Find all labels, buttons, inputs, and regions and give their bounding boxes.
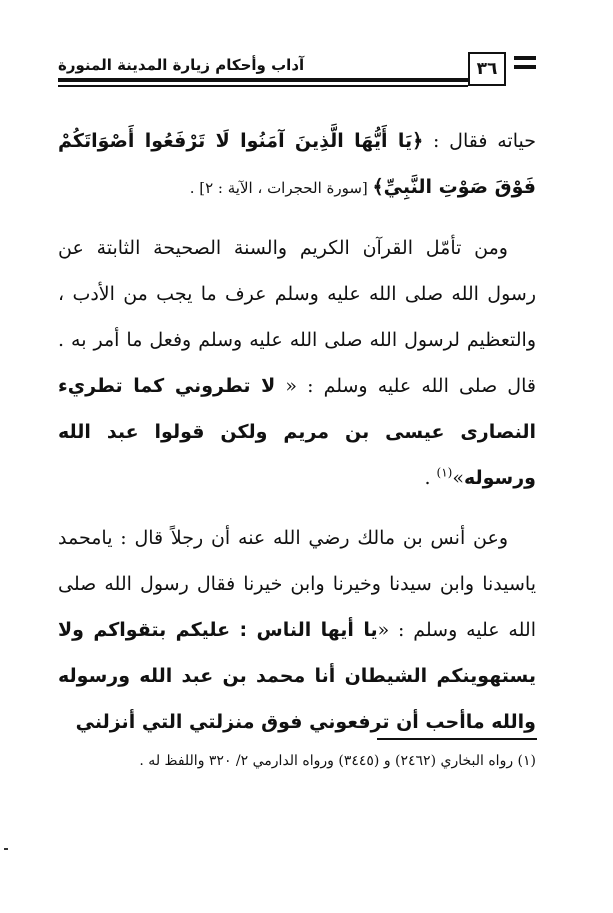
page-number: ٣٦ (468, 52, 506, 86)
header-rule-thin (58, 85, 468, 87)
hadith-1: لا تطروني كما تطريء النصارى عيسى بن مريم ولكن قولوا عبد الله ورسوله (58, 375, 536, 489)
running-title: آداب وأحكام زيارة المدينة المنورة (58, 56, 305, 74)
verse-reference: [سورة الحجرات ، الآية : ٢] . (189, 179, 373, 197)
hadith-1-close: » (452, 467, 464, 489)
header-ornament-icon (514, 56, 536, 74)
paragraph-1-lead: حياته فقال : (423, 130, 536, 152)
paragraph-3 (58, 515, 536, 745)
paragraph-2-end: . (424, 467, 437, 489)
main-text (58, 118, 536, 759)
page-header (58, 52, 538, 92)
paragraph-3-text: وعن أنس بن مالك رضي الله عنه أن رجلاً قال : يامحمد ياسيدنا وابن سيدنا وخيرنا وابن خيرنا فقال رسول الله صلى الله عليه وسلم : « (58, 527, 536, 641)
hadith-2: يا أيها الناس : عليكم بتقواكم ولا يستهوينكم الشيطان أنا محمد بن عبد الله ورسوله والله ماأحب أن ترفعوني فوق منزلتي التي أنزلني (58, 619, 536, 733)
quran-verse: ﴿يَا أَيُّهَا الَّذِينَ آمَنُوا لَا تَرْفَعُوا أَصْوَاتَكُمْ فَوْقَ صَوْتِ النَّبِيِّ﴾ (58, 130, 536, 198)
footnote-reference: (١) (436, 465, 453, 480)
footnote-separator (377, 738, 537, 740)
margin-mark (4, 848, 8, 850)
header-rule-thick (58, 78, 468, 82)
footnote: (١) رواه البخاري (٢٤٦٢) و (٣٤٤٥) ورواه الدارمي ٢/ ٣٢٠ واللفظ له . (139, 753, 536, 769)
paragraph-2-text: ومن تأمّل القرآن الكريم والسنة الصحيحة الثابتة عن رسول الله صلى الله عليه وسلم عرف ما يجب من الأدب ، والتعظيم لرسول الله صلى الله عليه وسلم وفعل ما أمر به . قال صلى الله عليه وسلم : « (58, 237, 536, 397)
paragraph-2 (58, 225, 536, 501)
paragraph-1 (58, 118, 536, 211)
